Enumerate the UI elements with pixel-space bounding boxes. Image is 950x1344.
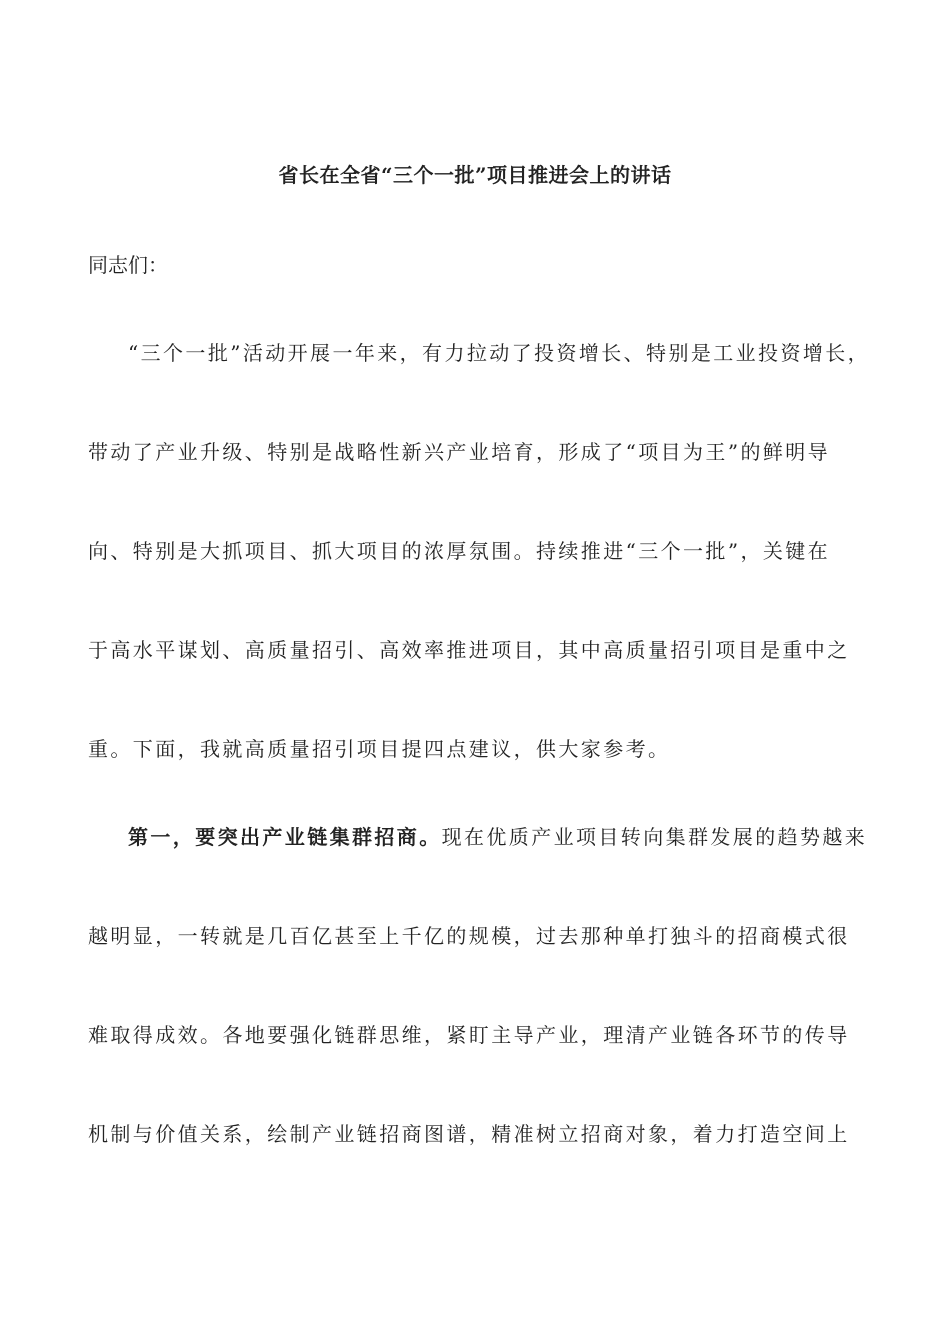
paragraph-1-line-1: “三个一批”活动开展一年来，有力拉动了投资增长、特别是工业投资增长， <box>128 341 871 365</box>
paragraph-1-line-4: 于高水平谋划、高质量招引、高效率推进项目，其中高质量招引项目是重中之 <box>88 638 850 662</box>
paragraph-2-line-1 <box>128 822 878 852</box>
paragraph-1-line-2: 带动了产业升级、特别是战略性新兴产业培育，形成了“项目为王”的鲜明导 <box>88 440 831 464</box>
document-title: 省长在全省“三个一批”项目推进会上的讲话 <box>278 163 672 187</box>
paragraph-2-line-1-text: 现在优质产业项目转向集群发展的趋势越来 <box>441 825 868 849</box>
paragraph-1-line-5: 重。下面，我就高质量招引项目提四点建议，供大家参考。 <box>88 737 671 761</box>
paragraph-2-line-4: 机制与价值关系，绘制产业链招商图谱，精准树立招商对象，着力打造空间上 <box>88 1122 850 1146</box>
paragraph-2-line-2: 越明显，一转就是几百亿甚至上千亿的规模，过去那种单打独斗的招商模式很 <box>88 924 850 948</box>
salutation: 同志们： <box>88 253 168 277</box>
paragraph-2-line-3: 难取得成效。各地要强化链群思维，紧盯主导产业，理清产业链各环节的传导 <box>88 1023 850 1047</box>
paragraph-2-heading: 第一，要突出产业链集群招商。 <box>128 825 442 849</box>
paragraph-1-line-3: 向、特别是大抓项目、抓大项目的浓厚氛围。持续推进“三个一批”，关键在 <box>88 539 831 563</box>
